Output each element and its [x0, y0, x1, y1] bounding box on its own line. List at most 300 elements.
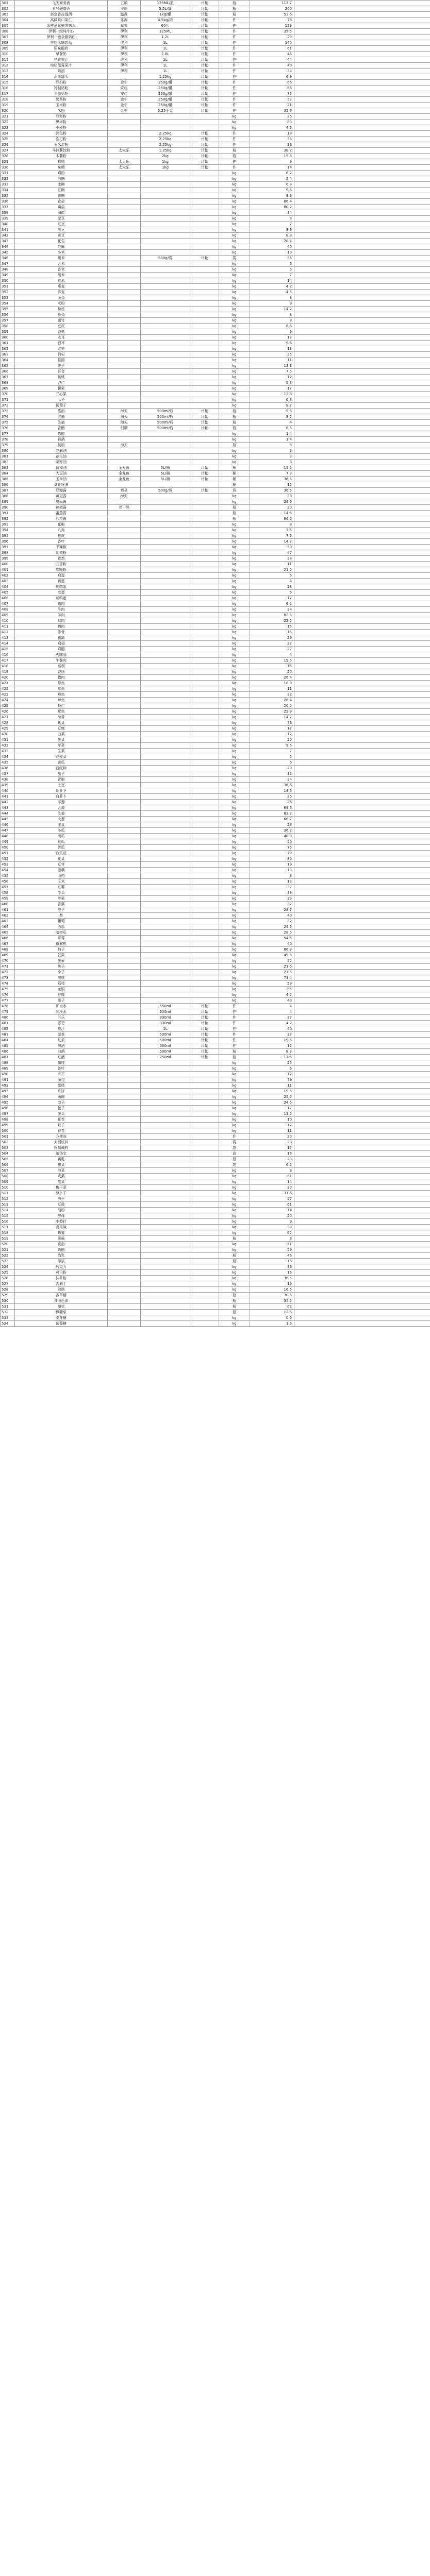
- item-spec: [141, 1298, 190, 1304]
- empty-cell: [294, 579, 430, 584]
- item-price: 7: [250, 749, 294, 754]
- table-row: [1, 715, 430, 720]
- row-number: 338: [1, 210, 15, 216]
- table-row: [1, 443, 430, 448]
- item-unit: kg: [219, 607, 250, 613]
- empty-cell: [294, 46, 430, 52]
- item-name: 鸭肉: [15, 624, 108, 630]
- item-price: 8.7: [250, 403, 294, 409]
- empty-cell: [294, 74, 430, 80]
- table-row: [1, 1321, 430, 1327]
- item-category: [190, 1230, 219, 1236]
- item-brand: [108, 528, 141, 533]
- row-number: 323: [1, 125, 15, 131]
- item-brand: [108, 1106, 141, 1111]
- item-price: 6: [250, 590, 294, 596]
- item-brand: [108, 386, 141, 392]
- item-category: [190, 346, 219, 352]
- item-spec: [141, 1321, 190, 1327]
- item-category: 计量: [190, 1026, 219, 1032]
- item-price: 13.5: [250, 1111, 294, 1117]
- table-row: [1, 1049, 430, 1055]
- item-category: [190, 454, 219, 460]
- item-unit: 瓶: [219, 516, 250, 522]
- row-number: 410: [1, 618, 15, 624]
- item-brand: [108, 573, 141, 579]
- item-name: 芋头: [15, 890, 108, 896]
- item-spec: [141, 1270, 190, 1276]
- item-spec: 500ml: [141, 1032, 190, 1038]
- empty-cell: [294, 1253, 430, 1259]
- item-brand: [108, 392, 141, 397]
- item-category: [190, 539, 219, 545]
- item-category: 计量: [190, 1049, 219, 1055]
- item-spec: [141, 454, 190, 460]
- item-category: [190, 239, 219, 244]
- table-row: [1, 120, 430, 125]
- item-spec: [141, 171, 190, 176]
- item-price: 24.5: [250, 1100, 294, 1106]
- item-brand: [108, 584, 141, 590]
- row-number: 310: [1, 52, 15, 57]
- empty-cell: [294, 941, 430, 947]
- item-spec: [141, 924, 190, 930]
- item-category: [190, 981, 219, 987]
- item-unit: kg: [219, 550, 250, 556]
- item-price: 15: [250, 630, 294, 635]
- item-category: [190, 386, 219, 392]
- item-category: [190, 431, 219, 437]
- item-unit: kg: [219, 919, 250, 924]
- item-brand: [108, 675, 141, 681]
- item-name: 椰子: [15, 998, 108, 1004]
- item-unit: kg: [219, 777, 250, 783]
- empty-cell: [294, 278, 430, 284]
- item-brand: [108, 890, 141, 896]
- empty-cell: [294, 222, 430, 227]
- empty-cell: [294, 771, 430, 777]
- item-name: 郁金香拉提酒: [15, 12, 108, 18]
- item-name: 大蒜: [15, 805, 108, 811]
- item-name: 榨菜: [15, 1162, 108, 1168]
- table-row: [1, 1276, 430, 1281]
- item-name: 飞天商务酒: [15, 1, 108, 6]
- item-category: [190, 505, 219, 511]
- item-name: 腐乳: [15, 1157, 108, 1162]
- empty-cell: [294, 409, 430, 414]
- item-name: 牛肉: [15, 607, 108, 613]
- item-price: 14: [250, 165, 294, 171]
- row-number: 337: [1, 205, 15, 210]
- table-row: [1, 477, 430, 482]
- item-price: 80.2: [250, 205, 294, 210]
- row-number: 400: [1, 562, 15, 567]
- item-brand: 奥丽: [108, 6, 141, 12]
- empty-cell: [294, 341, 430, 346]
- item-name: 酵母: [15, 1213, 108, 1219]
- empty-cell: [294, 335, 430, 341]
- item-price: 13: [250, 346, 294, 352]
- item-name: 面包: [15, 1077, 108, 1083]
- item-unit: kg: [219, 794, 250, 800]
- item-price: 8: [250, 318, 294, 324]
- item-unit: kg: [219, 318, 250, 324]
- item-spec: 500g/袋: [141, 488, 190, 494]
- item-unit: kg: [219, 964, 250, 970]
- empty-cell: [294, 760, 430, 766]
- item-name: 果酱: [15, 1236, 108, 1242]
- item-unit: 瓶: [219, 1049, 250, 1055]
- item-name: 玉米油: [15, 477, 108, 482]
- item-unit: kg: [219, 885, 250, 890]
- table-row: [1, 556, 430, 562]
- empty-cell: [294, 1004, 430, 1009]
- item-spec: [141, 579, 190, 584]
- item-price: 3: [250, 448, 294, 454]
- empty-cell: [294, 868, 430, 873]
- table-row: [1, 154, 430, 159]
- item-price: 28.7: [250, 907, 294, 913]
- empty-cell: [294, 545, 430, 550]
- table-row: [1, 992, 430, 998]
- item-name: 茶叶: [15, 1066, 108, 1072]
- item-brand: [108, 380, 141, 386]
- item-name: 土豆: [15, 783, 108, 788]
- row-number: 321: [1, 114, 15, 120]
- empty-cell: [294, 482, 430, 488]
- item-brand: [108, 120, 141, 125]
- item-spec: [141, 392, 190, 397]
- item-name: 琼脂: [15, 1287, 108, 1293]
- item-brand: [108, 1066, 141, 1072]
- item-price: 53: [250, 97, 294, 103]
- item-name: 菠萝: [15, 958, 108, 964]
- item-brand: [108, 188, 141, 193]
- item-name: 银耳: [15, 341, 108, 346]
- item-name: 咸菜: [15, 1174, 108, 1179]
- item-category: 计量: [190, 420, 219, 426]
- empty-cell: [294, 1089, 430, 1094]
- item-category: 计量: [190, 74, 219, 80]
- item-price: 8: [250, 312, 294, 318]
- empty-cell: [294, 596, 430, 601]
- item-unit: 瓶: [219, 1304, 250, 1310]
- item-category: [190, 210, 219, 216]
- item-unit: kg: [219, 1123, 250, 1128]
- table-row: [1, 352, 430, 358]
- item-brand: [108, 868, 141, 873]
- item-category: 计量: [190, 256, 219, 261]
- item-spec: [141, 380, 190, 386]
- empty-cell: [294, 1179, 430, 1185]
- item-price: 11: [250, 358, 294, 363]
- empty-cell: [294, 1021, 430, 1026]
- item-price: 0.5: [250, 1315, 294, 1321]
- row-number: 407: [1, 601, 15, 607]
- item-category: [190, 397, 219, 403]
- item-brand: [108, 1230, 141, 1236]
- row-number: 530: [1, 1298, 15, 1304]
- row-number: 490: [1, 1072, 15, 1077]
- item-spec: [141, 550, 190, 556]
- item-unit: kg: [219, 1072, 250, 1077]
- item-price: 16.9: [250, 681, 294, 686]
- item-brand: 老干妈: [108, 505, 141, 511]
- item-unit: kg: [219, 879, 250, 885]
- table-row: [1, 805, 430, 811]
- item-unit: 瓶: [219, 12, 250, 18]
- item-category: [190, 692, 219, 698]
- row-number: 353: [1, 295, 15, 301]
- row-number: 343: [1, 239, 15, 244]
- item-brand: [108, 856, 141, 862]
- row-number: 416: [1, 652, 15, 658]
- row-number: 408: [1, 607, 15, 613]
- table-row: [1, 953, 430, 958]
- row-number: 370: [1, 392, 15, 397]
- row-number: 472: [1, 970, 15, 975]
- item-spec: [141, 941, 190, 947]
- row-number: 390: [1, 505, 15, 511]
- item-price: 25: [250, 114, 294, 120]
- item-price: 52: [250, 958, 294, 964]
- item-price: 15.5: [250, 465, 294, 471]
- item-unit: kg: [219, 613, 250, 618]
- item-spec: [141, 335, 190, 341]
- item-spec: [141, 703, 190, 709]
- item-unit: kg: [219, 329, 250, 335]
- empty-cell: [294, 828, 430, 834]
- table-row: [1, 165, 430, 171]
- item-price: 34: [250, 69, 294, 74]
- table-row: [1, 420, 430, 426]
- table-row: [1, 380, 430, 386]
- item-price: 20: [250, 1134, 294, 1140]
- item-unit: kg: [219, 301, 250, 307]
- item-brand: [108, 839, 141, 845]
- item-unit: 袋: [219, 1162, 250, 1168]
- item-price: 31.5: [250, 1191, 294, 1196]
- table-row: [1, 1145, 430, 1151]
- item-price: 8.6: [250, 227, 294, 233]
- table-row: [1, 488, 430, 494]
- item-brand: [108, 641, 141, 647]
- item-brand: [108, 341, 141, 346]
- item-spec: [141, 698, 190, 703]
- item-spec: 250g/罐: [141, 97, 190, 103]
- item-brand: [108, 511, 141, 516]
- item-price: 80: [250, 120, 294, 125]
- item-category: [190, 171, 219, 176]
- item-category: [190, 890, 219, 896]
- item-name: 龙眼: [15, 987, 108, 992]
- item-name: 西兰花: [15, 851, 108, 856]
- item-price: 14.2: [250, 307, 294, 312]
- item-brand: [108, 1270, 141, 1276]
- item-spec: [141, 199, 190, 205]
- item-name: 干辣椒: [15, 545, 108, 550]
- table-row: [1, 1225, 430, 1230]
- table-row: [1, 726, 430, 732]
- item-price: 35.6: [250, 108, 294, 114]
- item-category: 计量: [190, 1021, 219, 1026]
- item-unit: kg: [219, 114, 250, 120]
- item-category: [190, 771, 219, 777]
- item-brand: [108, 522, 141, 528]
- item-unit: kg: [219, 392, 250, 397]
- item-category: [190, 613, 219, 618]
- item-name: 花卷: [15, 1117, 108, 1123]
- item-unit: kg: [219, 437, 250, 443]
- item-name: 泡菜: [15, 1168, 108, 1174]
- item-name: 食用碱: [15, 1225, 108, 1230]
- row-number: 517: [1, 1225, 15, 1230]
- row-number: 491: [1, 1077, 15, 1083]
- empty-cell: [294, 658, 430, 664]
- item-unit: kg: [219, 975, 250, 981]
- empty-cell: [294, 567, 430, 573]
- item-price: 20: [250, 1213, 294, 1219]
- empty-cell: [294, 471, 430, 477]
- row-number: 396: [1, 539, 15, 545]
- item-name: 腐竹: [15, 318, 108, 324]
- item-name: 春卷: [15, 1128, 108, 1134]
- empty-cell: [294, 1072, 430, 1077]
- row-number: 459: [1, 896, 15, 902]
- item-category: [190, 879, 219, 885]
- item-unit: kg: [219, 692, 250, 698]
- table-row: [1, 970, 430, 975]
- empty-cell: [294, 1145, 430, 1151]
- item-name: 水果罐头: [15, 74, 108, 80]
- item-name: 花椒: [15, 522, 108, 528]
- row-number: 422: [1, 686, 15, 692]
- item-spec: [141, 516, 190, 522]
- empty-cell: [294, 261, 430, 267]
- row-number: 366: [1, 369, 15, 375]
- item-brand: [108, 329, 141, 335]
- item-unit: 件: [219, 63, 250, 69]
- item-spec: [141, 176, 190, 182]
- item-unit: kg: [219, 1191, 250, 1196]
- item-spec: [141, 760, 190, 766]
- empty-cell: [294, 199, 430, 205]
- item-unit: kg: [219, 1242, 250, 1247]
- item-unit: 袋: [219, 256, 250, 261]
- item-unit: kg: [219, 1287, 250, 1293]
- item-spec: [141, 902, 190, 907]
- item-name: 黑豆: [15, 227, 108, 233]
- empty-cell: [294, 29, 430, 35]
- item-spec: 1kg/罐: [141, 12, 190, 18]
- table-row: [1, 1100, 430, 1106]
- item-category: [190, 324, 219, 329]
- row-number: 455: [1, 873, 15, 879]
- table-row: [1, 845, 430, 851]
- item-brand: [108, 74, 141, 80]
- item-brand: 太太乐: [108, 165, 141, 171]
- item-price: 66.2: [250, 817, 294, 822]
- item-brand: [108, 1298, 141, 1304]
- item-spec: [141, 596, 190, 601]
- item-name: 樱桃: [15, 975, 108, 981]
- item-spec: 1L: [141, 69, 190, 74]
- table-row: [1, 1004, 430, 1009]
- item-unit: kg: [219, 267, 250, 273]
- item-name: 生菜: [15, 749, 108, 754]
- empty-cell: [294, 817, 430, 822]
- table-row: [1, 57, 430, 63]
- item-unit: kg: [219, 845, 250, 851]
- item-unit: 件: [219, 1015, 250, 1021]
- empty-cell: [294, 386, 430, 392]
- item-brand: [108, 720, 141, 726]
- empty-cell: [294, 273, 430, 278]
- item-brand: [108, 845, 141, 851]
- item-unit: 瓶: [219, 154, 250, 159]
- item-spec: [141, 618, 190, 624]
- item-spec: [141, 346, 190, 352]
- item-brand: [108, 318, 141, 324]
- item-spec: 125ML/瓶: [141, 1, 190, 6]
- item-price: 49.5: [250, 953, 294, 958]
- item-price: 12: [250, 1123, 294, 1128]
- item-unit: 袋: [219, 1145, 250, 1151]
- item-name: 黑米: [15, 273, 108, 278]
- empty-cell: [294, 539, 430, 545]
- item-name: 枸杞: [15, 352, 108, 358]
- item-name: 腊肉: [15, 675, 108, 681]
- item-brand: [108, 335, 141, 341]
- table-row: [1, 1270, 430, 1276]
- item-category: [190, 556, 219, 562]
- table-row: [1, 998, 430, 1004]
- empty-cell: [294, 1304, 430, 1310]
- item-unit: kg: [219, 1219, 250, 1225]
- item-category: [190, 358, 219, 363]
- table-row: [1, 1015, 430, 1021]
- item-spec: [141, 692, 190, 698]
- item-spec: [141, 1236, 190, 1242]
- item-name: 奶茶粉: [15, 97, 108, 103]
- item-spec: [141, 998, 190, 1004]
- item-name: 白糖: [15, 176, 108, 182]
- item-name: 桃子: [15, 964, 108, 970]
- item-name: 绿豆: [15, 216, 108, 222]
- row-number: 411: [1, 624, 15, 630]
- item-spec: 5.25千克: [141, 108, 190, 114]
- empty-cell: [294, 290, 430, 295]
- empty-cell: [294, 443, 430, 448]
- item-brand: [108, 964, 141, 970]
- item-name: 芝麻: [15, 244, 108, 250]
- item-name: 白萝卜: [15, 794, 108, 800]
- item-name: 菠菜: [15, 737, 108, 743]
- empty-cell: [294, 346, 430, 352]
- item-name: 大豆油: [15, 471, 108, 477]
- row-number: 327: [1, 148, 15, 154]
- item-category: [190, 392, 219, 397]
- item-brand: 露露: [108, 12, 141, 18]
- item-unit: 瓶: [219, 1253, 250, 1259]
- item-brand: [108, 256, 141, 261]
- item-unit: kg: [219, 380, 250, 386]
- item-name: 冰鲜蓝莓鲜果味水: [15, 23, 108, 29]
- table-row: [1, 851, 430, 856]
- row-number: 477: [1, 998, 15, 1004]
- empty-cell: [294, 1225, 430, 1230]
- item-spec: [141, 1060, 190, 1066]
